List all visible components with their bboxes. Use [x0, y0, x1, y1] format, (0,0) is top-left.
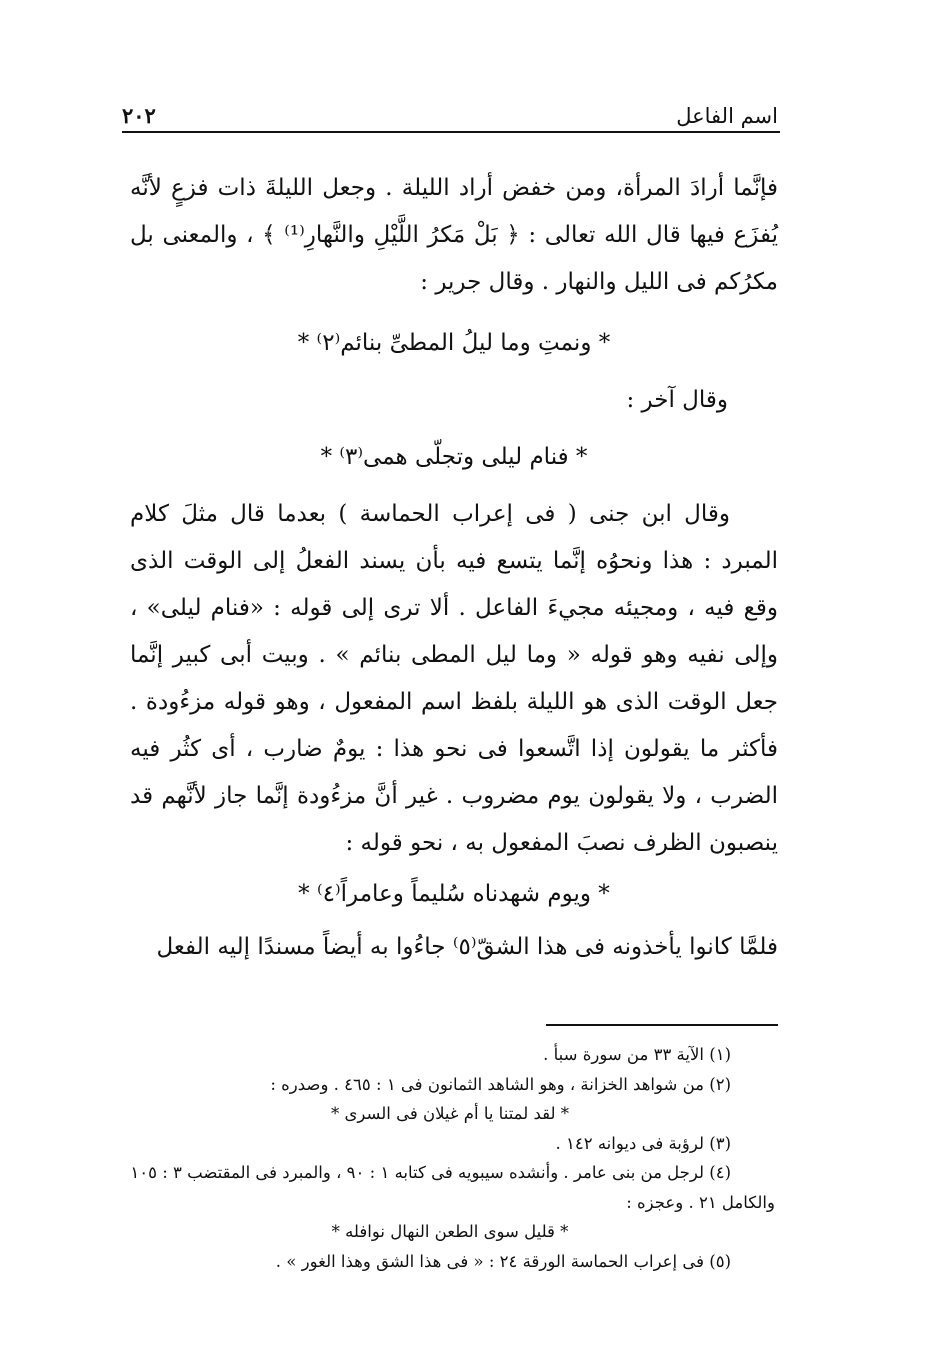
- footnote-3: (٣) لرؤبة فى ديوانه ١٤٢ .: [555, 1133, 731, 1153]
- verse-jarir: * ونمتِ وما ليلُ المطىِّ بنائم⁽٢⁾ *: [297, 330, 611, 356]
- main-text: [130, 165, 778, 971]
- footnote-2-verse: * لقد لمتنا يا أم غيلان فى السرى *: [330, 1104, 570, 1123]
- footnote-4-verse: * قليل سوى الطعن النهال نوافله *: [331, 1222, 569, 1241]
- footnote-1: (١) الآية ٣٣ من سورة سبأ .: [543, 1045, 731, 1064]
- footnote-4-continued: والكامل ٢١ . وعجزه :: [626, 1192, 775, 1212]
- paragraph-final: فلمَّا كانوا يأخذونه فى هذا الشقّ⁽٥⁾ جاءُوا به أيضاً مسندًا إليه الفعل: [156, 934, 778, 960]
- page-number: ٢٠٢: [122, 103, 156, 128]
- footnote-rule: [546, 1024, 778, 1026]
- header-rule: [122, 131, 780, 133]
- verse-quoted: * ويوم شهدناه سُليماً وعامراً⁽٤⁾ *: [298, 881, 610, 907]
- page-header: [122, 92, 778, 128]
- verse-intro: وقال آخر :: [626, 387, 728, 413]
- footnotes: [125, 1040, 775, 1276]
- footnote-5: (٥) فى إعراب الحماسة الورقة ٢٤ : « فى هذا الشق وهذا الغور » .: [275, 1251, 731, 1271]
- paragraph-1: فإنَّما أرادَ المرأة، ومن خفض أراد الليلة . وجعل الليلةَ ذات فزعٍ لأنَّه يُفزَع فيها قال الله تعالى : ﴿ بَلْ مَكرُ اللَّيْلِ والنَّهارِ⁽¹⁾ ﴾ ، والمعنى بل مكرُكم فى الليل والنهار . وقال جرير :: [130, 175, 778, 295]
- footnote-4: (٤) لرجل من بنى عامر . وأنشده سيبويه فى كتابه ١ : ٩٠ ، والمبرد فى المقتضب ٣ : ١٠٥: [130, 1163, 731, 1182]
- verse-other-poet: * فنام ليلى وتجلّى همى⁽٣⁾ *: [320, 444, 588, 470]
- footnote-2: (٢) من شواهد الخزانة ، وهو الشاهد الثمانون فى ١ : ٤٦٥ . وصدره :: [270, 1074, 731, 1094]
- paragraph-ibn-jinni: وقال ابن جنى ( فى إعراب الحماسة ) بعدما قال مثلَ كلام المبرد : هذا ونحوُه إنَّما يتسع فيه بأن يسند الفعلُ إلى الوقت الذى وقع فيه ، ومجيئه مجيءَ الفاعل . ألا ترى إلى قوله : «فنام ليلى» ، وإلى نفيه وهو قوله « وما ليل المطى بنائم » . وبيت أبى كبير إنَّما جعل الوقت الذى هو الليلة بلفظ اسم المفعول ، وهو قوله مزءُودة . فأكثر ما يقولون إذا اتَّسعوا فى نحو هذا : يومٌ ضارب ، أى كثُر فيه الضرب ، ولا يقولون يوم مضروب . غير أنَّ مزءُودة إنَّما جاز لأنَّهم قد ينصبون الظرف نصبَ المفعول به ، نحو قوله :: [130, 501, 778, 856]
- running-title: اسم الفاعل: [676, 104, 778, 128]
